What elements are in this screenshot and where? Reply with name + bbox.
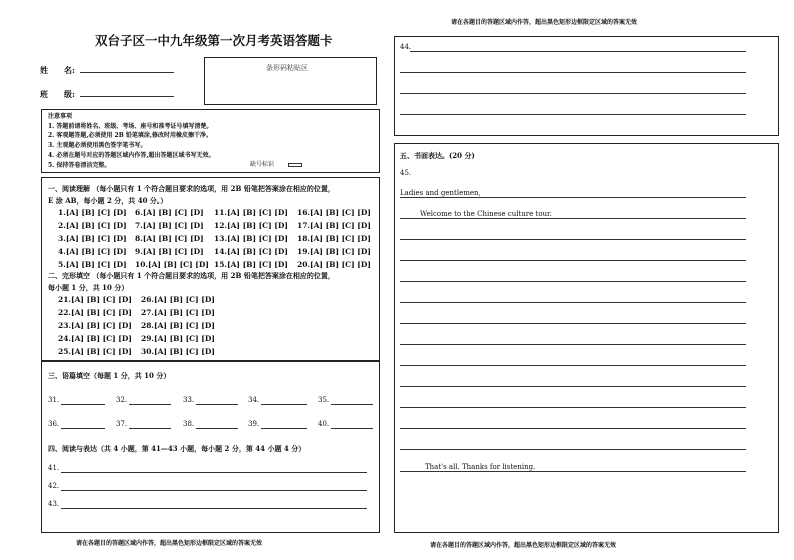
q45-number: 45.	[400, 169, 412, 177]
notice-item: 2. 客观题答题,必须使用 2B 铅笔填涂,修改时用橡皮擦干净。	[48, 132, 212, 139]
notice-box	[41, 109, 380, 173]
section3-title: 三、语篇填空（每题 1 分，共 10 分）	[48, 371, 171, 380]
footer-warning-right: 请在各题目的答题区域内作答，超出黑色矩形边框限定区域的答案无效	[430, 542, 617, 549]
notice-item: 5. 保持答卷清洁完整。	[48, 162, 111, 169]
answer-line[interactable]	[61, 472, 367, 473]
section2-title: 二、完形填空 （每小题只有 1 个符合题目要求的选项，用 2B 铅笔把答案涂在相应的位置，	[48, 271, 335, 280]
choice-item[interactable]: 27.[A] [B] [C] [D]	[141, 308, 215, 317]
section2-title-2: 每小题 1 分，共 10 分）	[48, 283, 129, 292]
class-field-line[interactable]	[80, 96, 174, 97]
notice-title: 注意事项	[48, 113, 73, 120]
choice-item[interactable]: 4.[A] [B] [C] [D]	[58, 247, 127, 256]
section1-title: 一、阅读理解 （每小题只有 1 个符合题目要求的选项，用 2B 铅笔把答案涂在相应的位置，	[48, 184, 335, 193]
choice-item[interactable]: 29.[A] [B] [C] [D]	[141, 334, 215, 343]
choice-item[interactable]: 15.[A] [B] [C] [D]	[214, 260, 288, 269]
blank-number: 38.	[183, 420, 195, 428]
writing-line[interactable]	[400, 260, 746, 261]
choice-item[interactable]: 3.[A] [B] [C] [D]	[58, 234, 127, 243]
answer-line[interactable]	[61, 508, 367, 509]
choice-item[interactable]: 24.[A] [B] [C] [D]	[58, 334, 132, 343]
section1-title-2: E 涂 AB，每小题 2 分，共 40 分。）	[48, 196, 168, 205]
q44-number: 44.	[400, 43, 412, 51]
choice-item[interactable]: 10.[A] [B] [C] [D]	[135, 260, 209, 269]
choice-item[interactable]: 18.[A] [B] [C] [D]	[297, 234, 371, 243]
blank-number: 31.	[48, 396, 60, 404]
answer-line[interactable]	[400, 114, 746, 115]
choice-item[interactable]: 22.[A] [B] [C] [D]	[58, 308, 132, 317]
writing-line[interactable]	[400, 323, 746, 324]
barcode-area	[204, 57, 377, 105]
blank-line[interactable]	[129, 428, 171, 429]
choice-item[interactable]: 25.[A] [B] [C] [D]	[58, 347, 132, 356]
choice-item[interactable]: 28.[A] [B] [C] [D]	[141, 321, 215, 330]
blank-line[interactable]	[261, 404, 307, 405]
blank-line[interactable]	[331, 428, 373, 429]
answer-line[interactable]	[400, 93, 746, 94]
blank-line[interactable]	[196, 404, 238, 405]
page-title: 双台子区一中九年级第一次月考英语答题卡	[95, 33, 333, 48]
writing-line[interactable]	[400, 218, 746, 219]
choice-item[interactable]: 13.[A] [B] [C] [D]	[214, 234, 288, 243]
notice-item: 4. 必须在题号对应的答题区域内作答,超出答题区域书写无效。	[48, 152, 215, 159]
writing-line[interactable]	[400, 239, 746, 240]
answer-line[interactable]	[61, 490, 367, 491]
choice-item[interactable]: 6.[A] [B] [C] [D]	[135, 208, 204, 217]
choice-item[interactable]: 20.[A] [B] [C] [D]	[297, 260, 371, 269]
answer-number: 41.	[48, 464, 60, 472]
absent-label: 缺号标识	[250, 161, 275, 168]
absent-mark-box[interactable]	[288, 163, 302, 167]
writing-line[interactable]	[400, 386, 746, 387]
choice-item[interactable]: 21.[A] [B] [C] [D]	[58, 295, 132, 304]
blank-line[interactable]	[261, 428, 307, 429]
writing-line[interactable]	[400, 365, 746, 366]
blank-line[interactable]	[196, 428, 238, 429]
header-warning-right: 请在各题目的答题区域内作答，超出黑色矩形边框限定区域的答案无效	[451, 19, 638, 26]
blank-number: 32.	[116, 396, 128, 404]
blank-number: 37.	[116, 420, 128, 428]
writing-line[interactable]	[400, 302, 746, 303]
writing-opening: Welcome to the Chinese culture tour.	[420, 210, 552, 218]
class-label: 班 级:	[40, 89, 75, 99]
writing-line[interactable]	[400, 407, 746, 408]
writing-line[interactable]	[400, 197, 746, 198]
choice-item[interactable]: 23.[A] [B] [C] [D]	[58, 321, 132, 330]
choice-item[interactable]: 5.[A] [B] [C] [D]	[58, 260, 127, 269]
writing-line[interactable]	[400, 281, 746, 282]
writing-line[interactable]	[400, 471, 746, 472]
blank-number: 39.	[248, 420, 260, 428]
writing-box	[394, 143, 779, 533]
choice-item[interactable]: 8.[A] [B] [C] [D]	[135, 234, 204, 243]
notice-item: 3. 主观题必须使用黑色签字笔书写。	[48, 142, 147, 149]
writing-line[interactable]	[400, 344, 746, 345]
name-label: 姓 名:	[40, 65, 75, 75]
choice-item[interactable]: 12.[A] [B] [C] [D]	[214, 221, 288, 230]
answer-line[interactable]	[410, 51, 746, 52]
blank-number: 40.	[318, 420, 330, 428]
choice-item[interactable]: 11.[A] [B] [C] [D]	[214, 208, 288, 217]
blank-line[interactable]	[61, 428, 105, 429]
q44-box	[394, 36, 779, 136]
objective-section-box	[41, 177, 380, 361]
answer-line[interactable]	[400, 72, 746, 73]
choice-item[interactable]: 1.[A] [B] [C] [D]	[58, 208, 127, 217]
choice-item[interactable]: 9.[A] [B] [C] [D]	[135, 247, 204, 256]
section5-title: 五、书面表达。(20 分)	[400, 151, 475, 160]
blank-line[interactable]	[129, 404, 171, 405]
blank-number: 34.	[248, 396, 260, 404]
section4-title: 四、阅读与表达（共 4 小题，第 41—43 小题，每小题 2 分，第 44 小题 4 分）	[48, 444, 306, 453]
answer-number: 42.	[48, 482, 60, 490]
choice-item[interactable]: 14.[A] [B] [C] [D]	[214, 247, 288, 256]
writing-closing: That's all. Thanks for listening.	[425, 463, 536, 471]
blank-number: 35.	[318, 396, 330, 404]
choice-item[interactable]: 16.[A] [B] [C] [D]	[297, 208, 371, 217]
choice-item[interactable]: 7.[A] [B] [C] [D]	[135, 221, 204, 230]
barcode-area-label: 条形码粘贴区	[266, 64, 308, 72]
footer-warning-left: 请在各题目的答题区域内作答，超出黑色矩形边框限定区域的答案无效	[76, 540, 263, 547]
answer-number: 43.	[48, 500, 60, 508]
blank-number: 36.	[48, 420, 60, 428]
choice-item[interactable]: 30.[A] [B] [C] [D]	[141, 347, 215, 356]
choice-item[interactable]: 2.[A] [B] [C] [D]	[58, 221, 127, 230]
writing-line[interactable]	[400, 428, 746, 429]
name-field-line[interactable]	[80, 72, 174, 73]
choice-item[interactable]: 19.[A] [B] [C] [D]	[297, 247, 371, 256]
writing-line[interactable]	[400, 449, 746, 450]
blank-number: 33.	[183, 396, 195, 404]
writing-greeting: Ladies and gentlemen，	[400, 189, 486, 197]
choice-item[interactable]: 17.[A] [B] [C] [D]	[297, 221, 371, 230]
blank-line[interactable]	[331, 404, 373, 405]
choice-item[interactable]: 26.[A] [B] [C] [D]	[141, 295, 215, 304]
blank-line[interactable]	[61, 404, 105, 405]
notice-item: 1. 答题前请将姓名、班级、考场、座号和准考证号填写清楚。	[48, 123, 213, 130]
subjective-section-box	[41, 361, 380, 533]
